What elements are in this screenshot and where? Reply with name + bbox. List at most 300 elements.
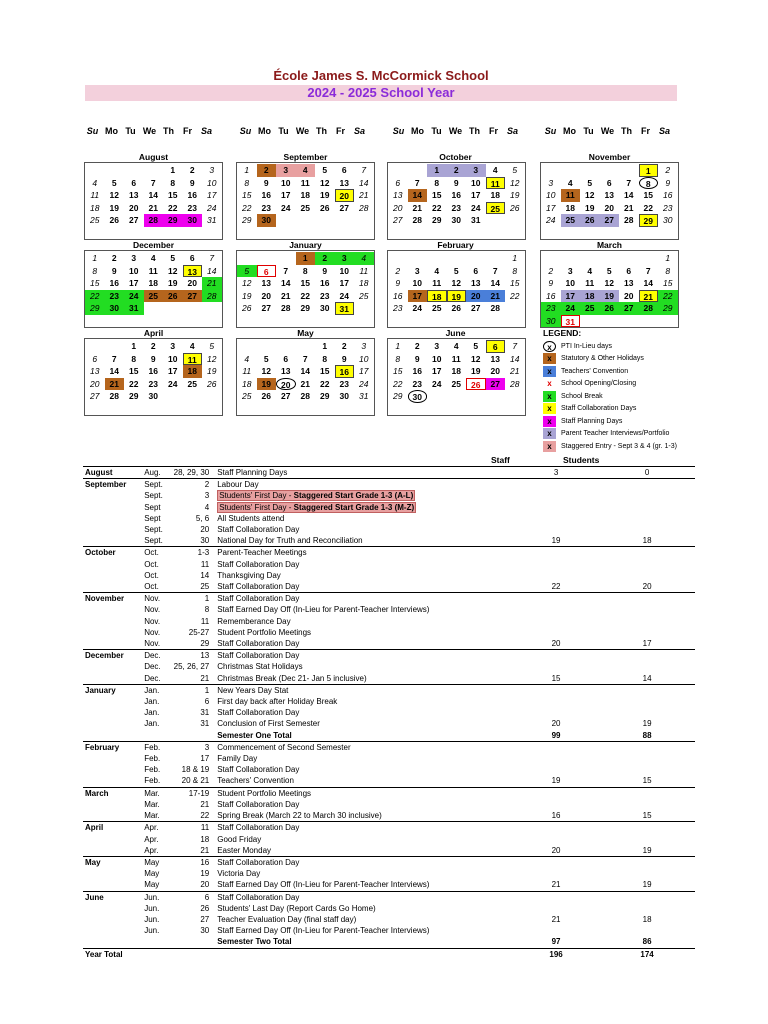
staff-days xyxy=(513,787,599,799)
day-cell xyxy=(388,252,408,265)
students-column-header: Students xyxy=(563,455,600,465)
event-month-abbr: Apr. xyxy=(142,822,173,834)
day-cell: 10 xyxy=(412,278,422,288)
event-description: Staff Collaboration Day xyxy=(217,525,300,535)
event-month-abbr: Feb. xyxy=(144,765,161,775)
weekday: Th xyxy=(316,126,327,136)
event-month-abbr xyxy=(142,948,173,960)
day-cell: 18 xyxy=(148,278,158,288)
event-month-abbr: Jun. xyxy=(142,891,173,903)
day-cell: 7 xyxy=(414,177,420,188)
day-cell xyxy=(183,302,203,315)
event-month xyxy=(83,845,142,857)
event-month-abbr: Sept. xyxy=(144,525,163,535)
event-day: 18 & 19 xyxy=(181,765,210,775)
event-description: Staff Collaboration Day xyxy=(217,593,513,605)
student-days: 18 xyxy=(642,536,652,546)
event-month xyxy=(83,502,142,513)
student-days xyxy=(599,502,695,513)
staff-days: 97 xyxy=(551,937,561,947)
day-cell: 3 xyxy=(209,165,215,175)
day-cell xyxy=(237,252,257,265)
event-row xyxy=(83,707,695,718)
day-cell xyxy=(257,252,277,265)
day-cell: 21 xyxy=(486,290,506,303)
student-days xyxy=(599,650,695,662)
event-month xyxy=(83,753,142,764)
day-cell: 17 xyxy=(408,290,428,303)
day-cell: 16 xyxy=(109,278,119,288)
day-cell: 2 xyxy=(315,252,335,265)
weekday: Sa xyxy=(200,126,212,136)
legend-item xyxy=(543,340,677,353)
day-cell: 26 xyxy=(580,214,600,227)
day-cell: 23 xyxy=(261,202,271,213)
day-cell: 7 xyxy=(302,353,308,364)
day-cell: 6 xyxy=(131,177,137,188)
legend-label: School Opening/Closing xyxy=(561,380,637,388)
day-cell: 4 xyxy=(492,165,498,175)
event-month-abbr: Mar. xyxy=(144,799,160,809)
day-cell: 19 xyxy=(600,290,620,303)
day-cell: 8 xyxy=(434,177,440,188)
total-row xyxy=(83,948,695,960)
day-cell xyxy=(315,214,335,227)
day-cell xyxy=(276,340,296,353)
day-cell: 14 xyxy=(148,190,158,200)
day-cell: 12 xyxy=(510,177,520,188)
event-month-abbr: Jun. xyxy=(144,926,160,936)
staff-days xyxy=(513,616,599,627)
student-days xyxy=(599,856,695,868)
day-cell: 26 xyxy=(261,391,271,401)
day-cell: 24 xyxy=(168,378,178,389)
legend-item xyxy=(543,353,677,366)
event-month-abbr: May xyxy=(142,856,173,868)
day-cell: 14 xyxy=(490,278,500,288)
event-day: 29 xyxy=(200,639,210,649)
day-cell xyxy=(486,214,506,227)
day-cell: 25 xyxy=(561,214,581,227)
event-description: Rememberance Day xyxy=(217,616,291,626)
month-title-june: June xyxy=(445,328,466,338)
event-description: Students' Last Day (Report Cards Go Home) xyxy=(217,903,376,913)
day-cell xyxy=(561,252,581,265)
day-cell: 25 xyxy=(144,290,164,303)
day-cell: 14 xyxy=(510,353,520,364)
day-cell: 14 xyxy=(300,366,310,376)
day-cell: 15 xyxy=(393,366,403,376)
event-row xyxy=(83,914,695,925)
day-cell xyxy=(541,164,561,177)
weekday: Mo xyxy=(411,126,424,136)
event-day: 22 xyxy=(200,811,210,821)
event-month-abbr xyxy=(142,936,173,948)
event-day: 21 xyxy=(200,673,210,683)
staff-days: 196 xyxy=(513,948,599,960)
event-month: October xyxy=(83,547,142,559)
event-month-abbr: Nov. xyxy=(144,605,161,615)
staff-days xyxy=(513,627,599,638)
event-description: Staff Collaboration Day xyxy=(217,891,513,903)
event-month-abbr: Oct. xyxy=(144,582,159,592)
day-cell: 12 xyxy=(242,278,252,288)
day-cell: 14 xyxy=(281,278,291,288)
student-days: 14 xyxy=(642,673,652,683)
staff-days: 99 xyxy=(551,730,561,740)
student-days xyxy=(599,834,695,845)
event-month xyxy=(83,616,142,627)
event-description: Spring Break (March 22 to March 30 inclusive) xyxy=(217,811,382,821)
event-row xyxy=(83,524,695,535)
event-month xyxy=(83,936,142,948)
day-cell: 7 xyxy=(111,353,117,364)
day-cell: 5 xyxy=(111,177,117,188)
day-cell: 1 xyxy=(170,165,176,175)
event-row xyxy=(83,799,695,810)
day-cell: 20 xyxy=(604,202,614,213)
day-cell xyxy=(580,315,600,328)
day-cell: 1 xyxy=(665,253,671,263)
day-cell: 6 xyxy=(341,165,347,175)
day-cell xyxy=(427,252,447,265)
day-cell: 4 xyxy=(453,341,459,351)
event-month-abbr: Dec. xyxy=(144,662,161,672)
event-month: Year Total xyxy=(83,948,142,960)
day-cell xyxy=(408,164,428,177)
student-days xyxy=(599,707,695,718)
weekday: Sa xyxy=(506,126,518,136)
legend-label: Statutory & Other Holidays xyxy=(561,355,644,363)
day-cell: 2 xyxy=(665,165,671,175)
weekday-header xyxy=(83,126,216,136)
event-description: Christmas Break (Dec 21- Jan 5 inclusive) xyxy=(217,673,367,683)
event-month-abbr: Jan. xyxy=(144,708,160,718)
weekday: Tu xyxy=(278,126,289,136)
day-cell: 24 xyxy=(412,303,422,313)
event-day: 14 xyxy=(200,570,210,580)
day-cell xyxy=(600,315,620,328)
day-cell: 1 xyxy=(244,165,250,175)
day-cell: 18 xyxy=(427,290,447,303)
day-cell xyxy=(427,390,447,403)
event-month xyxy=(83,868,142,879)
staff-days xyxy=(513,661,599,672)
event-month-abbr: Mar. xyxy=(144,811,160,821)
event-month-abbr: Oct. xyxy=(144,570,159,580)
month-title-september: September xyxy=(283,152,328,162)
event-month-abbr: Jan. xyxy=(142,684,173,696)
staff-days xyxy=(513,753,599,764)
student-days xyxy=(599,696,695,707)
event-row xyxy=(83,845,695,857)
day-cell xyxy=(85,340,105,353)
day-cell: 17 xyxy=(281,190,291,200)
day-cell: 17 xyxy=(359,366,369,376)
day-cell: 5 xyxy=(170,253,176,263)
day-cell: 28 xyxy=(144,214,164,227)
day-cell: 3 xyxy=(567,265,573,276)
day-cell: 27 xyxy=(619,302,639,315)
event-row xyxy=(83,467,695,479)
day-cell: 19 xyxy=(585,202,595,213)
day-cell: 24 xyxy=(281,202,291,213)
highlight: Students' First Day - Staggered Start Grade 1-3 (M-Z) xyxy=(219,502,415,512)
event-day: 25-27 xyxy=(188,627,210,637)
day-cell: 2 xyxy=(150,341,156,351)
event-description: First day back after Holiday Break xyxy=(217,697,338,707)
legend-label: Parent Teacher Interviews/Portfolio xyxy=(561,430,670,438)
day-cell: 25 xyxy=(486,202,506,215)
day-cell: 22 xyxy=(658,290,678,303)
day-cell: 15 xyxy=(432,190,442,200)
student-days xyxy=(599,822,695,834)
weekday: We xyxy=(142,126,157,136)
day-cell: 30 xyxy=(257,214,277,227)
event-description: Staff Planning Days xyxy=(217,467,513,479)
day-cell: 11 xyxy=(451,353,461,364)
day-cell: 12 xyxy=(261,366,271,376)
day-cell: 19 xyxy=(447,290,467,303)
day-cell: 5 xyxy=(606,265,612,276)
day-cell: 10 xyxy=(339,265,349,276)
event-day: 1 xyxy=(174,684,218,696)
event-month xyxy=(83,730,142,742)
day-cell: 21 xyxy=(105,378,125,391)
event-month xyxy=(83,627,142,638)
day-cell: 14 xyxy=(624,190,634,200)
month-title-february: February xyxy=(437,240,474,250)
weekday: Su xyxy=(392,126,405,136)
event-day: 30 xyxy=(200,536,210,546)
legend-item xyxy=(543,390,677,403)
day-cell: 31 xyxy=(561,315,581,328)
event-description: Semester One Total xyxy=(217,730,292,740)
day-cell: 12 xyxy=(207,353,217,364)
day-cell xyxy=(619,315,639,328)
day-cell: 21 xyxy=(510,366,520,376)
weekday-header xyxy=(541,126,674,136)
day-cell: 11 xyxy=(486,177,506,190)
day-cell: 28 xyxy=(510,378,520,389)
day-cell: 19 xyxy=(109,202,119,213)
day-cell xyxy=(163,390,183,403)
day-cell: 24 xyxy=(471,202,481,213)
student-days: 19 xyxy=(642,719,652,729)
weekday: Sa xyxy=(353,126,365,136)
day-cell: 9 xyxy=(150,353,156,364)
event-day: 20 xyxy=(200,880,210,890)
day-cell xyxy=(639,252,659,265)
event-description xyxy=(217,502,513,513)
student-days: 19 xyxy=(642,880,652,890)
day-cell: 15 xyxy=(168,190,178,200)
event-day: 20 & 21 xyxy=(181,776,210,786)
event-row xyxy=(83,925,695,936)
staff-days xyxy=(513,490,599,501)
day-cell: 30 xyxy=(105,302,125,315)
student-days: 174 xyxy=(599,948,695,960)
month-grid xyxy=(237,164,374,227)
day-cell: 20 xyxy=(129,202,139,213)
staff-days: 22 xyxy=(551,582,561,592)
day-cell: 10 xyxy=(546,190,556,200)
event-row xyxy=(83,810,695,822)
day-cell xyxy=(276,252,296,265)
day-cell: 11 xyxy=(242,366,252,376)
day-cell: 29 xyxy=(320,391,330,401)
day-cell: 20 xyxy=(261,290,271,301)
day-cell: 2 xyxy=(447,164,467,177)
event-month: August xyxy=(83,467,142,479)
month-title-may: May xyxy=(297,328,314,338)
event-row xyxy=(83,903,695,914)
day-cell xyxy=(257,340,277,353)
event-row xyxy=(83,535,695,547)
day-cell: 28 xyxy=(300,391,310,401)
staff-days: 15 xyxy=(551,673,561,683)
student-days: 19 xyxy=(642,845,652,855)
day-cell xyxy=(447,390,467,403)
day-cell xyxy=(639,315,659,328)
day-cell: 18 xyxy=(359,278,369,288)
day-cell: 22 xyxy=(320,378,330,389)
day-cell: 28 xyxy=(490,303,500,313)
month-grid xyxy=(85,164,222,227)
day-cell: 9 xyxy=(453,177,459,188)
day-cell: 12 xyxy=(320,177,330,188)
event-day: 4 xyxy=(204,502,210,512)
weekday: Mo xyxy=(105,126,118,136)
event-day: 5, 6 xyxy=(195,513,210,523)
day-cell: 21 xyxy=(639,290,659,303)
day-cell xyxy=(580,252,600,265)
day-cell: 7 xyxy=(150,177,156,188)
day-cell: 13 xyxy=(90,366,100,376)
staff-days xyxy=(513,604,599,615)
day-cell: 3 xyxy=(548,177,554,188)
day-cell: 26 xyxy=(207,378,217,389)
staff-days xyxy=(513,479,599,491)
day-cell: 8 xyxy=(131,353,137,364)
event-description: Staff Collaboration Day xyxy=(217,799,300,809)
staff-days xyxy=(513,547,599,559)
day-cell: 20 xyxy=(490,366,500,376)
event-day: 1-3 xyxy=(174,547,218,559)
event-month-abbr: May xyxy=(144,869,160,879)
day-cell: 30 xyxy=(451,215,461,225)
event-day: 31 xyxy=(200,708,210,718)
event-description: New Years Day Stat xyxy=(217,684,513,696)
event-day: 30 xyxy=(200,926,210,936)
day-cell: 6 xyxy=(257,265,277,278)
day-cell: 15 xyxy=(242,190,252,200)
event-row xyxy=(83,822,695,834)
day-cell: 1 xyxy=(427,164,447,177)
day-cell: 16 xyxy=(451,190,461,200)
event-row xyxy=(83,775,695,787)
day-cell: 9 xyxy=(341,353,347,364)
event-description: Parent-Teacher Meetings xyxy=(217,547,513,559)
day-cell: 21 xyxy=(359,190,369,200)
day-cell: 22 xyxy=(510,290,520,301)
day-cell: 15 xyxy=(129,366,139,376)
day-cell xyxy=(354,214,374,227)
day-cell xyxy=(658,315,678,328)
event-day: 3 xyxy=(174,741,218,753)
event-month-abbr: Dec. xyxy=(144,673,161,683)
day-cell xyxy=(105,164,125,177)
events-table xyxy=(83,466,695,960)
day-cell: 22 xyxy=(300,290,310,301)
day-cell: 24 xyxy=(561,302,581,315)
day-cell: 14 xyxy=(643,278,653,288)
event-month-abbr: May xyxy=(144,880,160,890)
event-month-abbr: Jan. xyxy=(144,697,160,707)
day-cell: 22 xyxy=(85,290,105,303)
day-cell: 7 xyxy=(645,265,651,276)
day-cell: 8 xyxy=(665,265,671,276)
day-cell: 2 xyxy=(548,265,554,276)
event-month: January xyxy=(83,684,142,696)
day-cell: 5 xyxy=(473,341,479,351)
event-month xyxy=(83,810,142,822)
legend-swatch: x xyxy=(543,378,556,389)
staff-days xyxy=(513,559,599,570)
day-cell: 13 xyxy=(261,278,271,288)
legend-title: LEGEND: xyxy=(543,328,582,338)
day-cell: 26 xyxy=(320,202,330,213)
event-row xyxy=(83,856,695,868)
month-grid xyxy=(541,252,678,327)
event-day: 31 xyxy=(200,719,210,729)
event-month xyxy=(83,604,142,615)
day-cell: 30 xyxy=(148,391,158,401)
day-cell: 19 xyxy=(242,290,252,301)
day-cell: 6 xyxy=(283,353,289,364)
event-description: All Students attend xyxy=(217,513,285,523)
weekday: We xyxy=(448,126,463,136)
day-cell: 9 xyxy=(263,177,269,188)
event-month: September xyxy=(83,479,142,491)
event-month: February xyxy=(83,741,142,753)
day-cell: 7 xyxy=(361,165,367,175)
event-description: Staff Collaboration Day xyxy=(217,650,513,662)
day-cell: 7 xyxy=(512,341,518,351)
day-cell xyxy=(335,214,355,227)
day-cell: 4 xyxy=(92,177,98,188)
day-cell xyxy=(408,252,428,265)
student-days xyxy=(599,547,695,559)
event-description xyxy=(217,490,513,501)
student-days: 20 xyxy=(642,582,652,592)
day-cell: 26 xyxy=(466,378,486,391)
day-cell: 13 xyxy=(339,177,349,188)
legend xyxy=(543,340,677,453)
weekday: Mo xyxy=(258,126,271,136)
day-cell: 2 xyxy=(395,265,401,276)
event-day: 25, 26, 27 xyxy=(173,662,210,672)
day-cell: 25 xyxy=(90,215,100,225)
day-cell: 18 xyxy=(242,378,252,389)
legend-swatch: x xyxy=(543,391,556,402)
month-grid xyxy=(85,340,222,403)
day-cell: 18 xyxy=(580,290,600,303)
event-day xyxy=(174,948,218,960)
day-cell: 4 xyxy=(587,265,593,276)
day-cell: 21 xyxy=(300,378,310,389)
legend-swatch: x xyxy=(543,341,556,352)
